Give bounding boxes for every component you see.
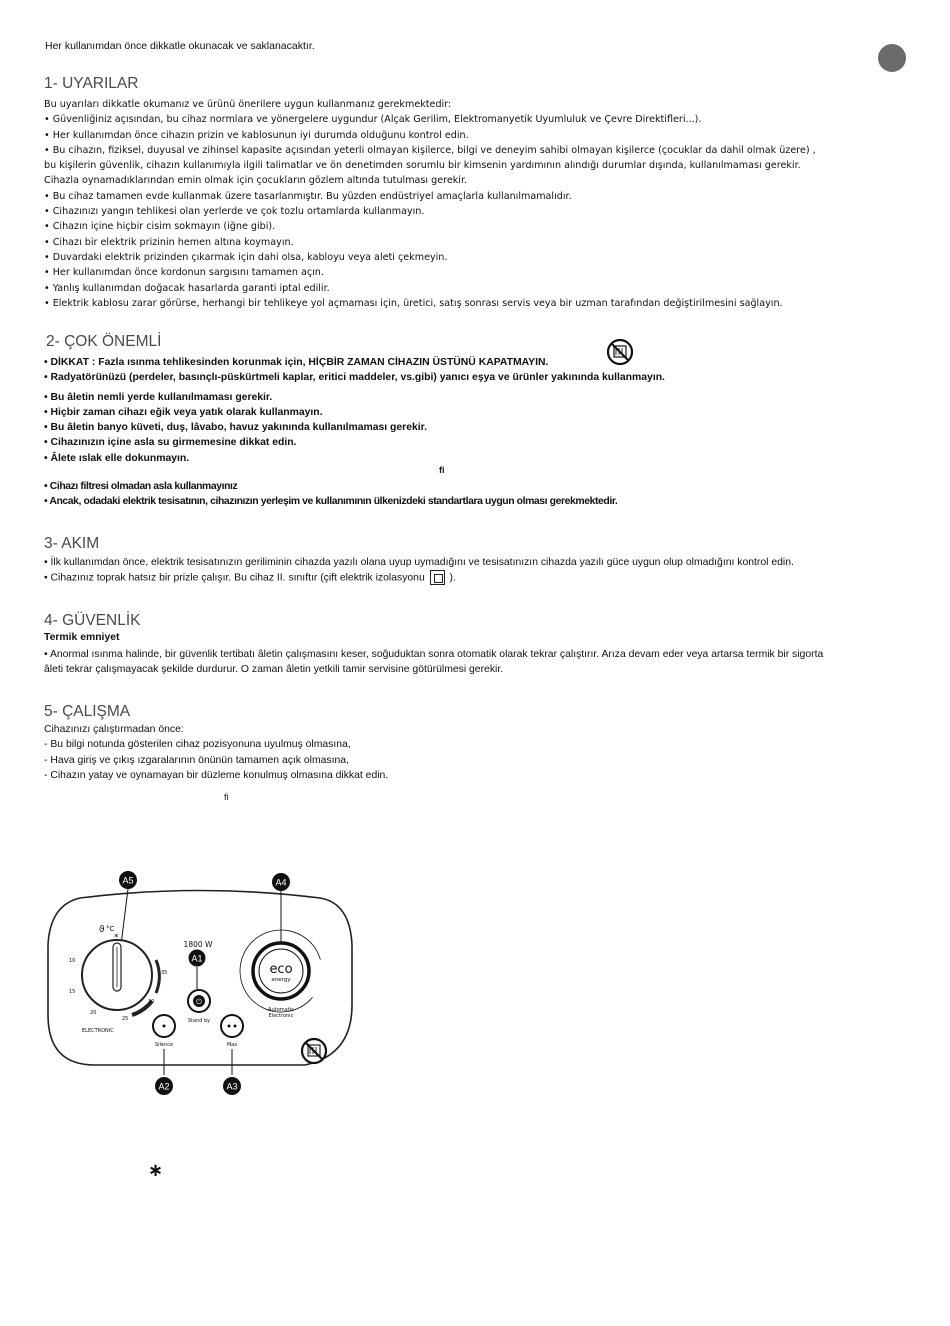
energy-label: energy <box>271 977 291 983</box>
s1-line: • Güvenliğiniz açısından, bu cihaz normlara ve yönergelere uygundur (Alçak Gerilim, Elektromanyetik Uyumluluk ve Çevre Direktifleri...). <box>44 114 702 126</box>
dial-num-15: 15 <box>69 989 76 995</box>
s4-subtitle: Termik emniyet <box>44 632 120 643</box>
footer-star: ∗ <box>148 1160 164 1181</box>
s5-line: - Hava giriş ve çıkış ızgaralarının önünün tamamen açık olmasına, <box>44 754 349 766</box>
dial-num-30: 30 <box>148 999 155 1005</box>
page-marker-dot <box>878 44 906 72</box>
s1-line: • Bu cihaz tamamen evde kullanmak üzere tasarlanmıştır. Bu yüzden endüstriyel amaçlarla kullanılmamalıdır. <box>44 190 572 202</box>
s1-line: bu kişilerin güvenlik, cihazın kullanımıyla ilgili talimatlar ve ön denetimden sorumlu bir kimsenin yardımının alındığı durumlar dışında, kullanılmaması gerekir. <box>44 160 801 172</box>
section-2-body-2 <box>44 479 617 510</box>
max-button <box>221 1015 243 1037</box>
s5-line: Cihazınızı çalıştırmadan önce: <box>44 724 184 735</box>
dial-num-35: 35 <box>161 970 168 976</box>
max-label: Max <box>226 1042 238 1048</box>
s1-line: • Duvardaki elektrik prizinden çıkarmak için dahi olsa, kabloyu veya aleti çekmeyin. <box>44 251 448 263</box>
section-4-body <box>44 647 823 678</box>
s2-line: • Radyatörünüzü (perdeler, basınçlı-püskürtmeli kaplar, eritici maddeler, vs.gibi) yanıcı eşya ve ürünler yakınında kullanmayın. <box>44 372 665 384</box>
section-1-body <box>44 97 816 311</box>
header-note: Her kullanımdan önce dikkatle okunacak ve saklanacaktır. <box>45 40 315 52</box>
callout-a5-label: A5 <box>122 875 134 886</box>
s1-line: • Her kullanımdan önce cihazın prizin ve kablosunun iyi durumda olduğunu kontrol edin. <box>44 129 469 141</box>
dial-num-20: 20 <box>90 1010 97 1016</box>
s1-line: • Cihazınızı yangın tehlikesi olan yerlerde ve çok tozlu ortamlarda kullanmayın. <box>44 206 425 218</box>
s5-fi-glyph: ﬁ <box>224 792 229 802</box>
dial-thermo-unit: °C <box>106 925 115 933</box>
s1-line: • Bu cihazın, fiziksel, duyusal ve zihinsel kapasite açısından yeterli olmayan kişilerce, bilgi ve deneyim sahibi olmayan kişilerce (çocuklar da dahil olmak üzere) , <box>44 144 816 156</box>
s1-line: • Cihazın içine hiçbir cisim sokmayın (iğne gibi). <box>44 221 276 233</box>
dial-star: * <box>114 933 119 943</box>
s2-line: • Cihazı filtresi olmadan asla kullanmayınız <box>44 481 238 492</box>
control-panel-diagram <box>40 865 360 1100</box>
s2-line: • Bu âletin nemli yerde kullanılmaması gerekir. <box>44 391 273 403</box>
s3-line-2-text: • Cihazınız toprak hatsız bir prizle çalışır. Bu cihaz II. sınıftır (çift elektrik izolasyonu <box>44 572 425 584</box>
s1-line: • Elektrik kablosu zarar görürse, herhangi bir tehlikeye yol açmaması için, üretici, satış sonrası servis veya bir uzman tarafından değiştirilmesini sağlayın. <box>44 297 783 309</box>
section-5-title: 5- ÇALIŞMA <box>44 703 131 720</box>
dial-thermo-glyph: ϑ <box>99 925 105 935</box>
dial-num-25: 25 <box>122 1016 129 1022</box>
section-2-title: 2- ÇOK ÖNEMLİ <box>46 333 162 350</box>
dial-num-10: 10 <box>69 958 76 964</box>
panel-no-cover-icon <box>302 1039 326 1063</box>
section-4-title: 4- GÜVENLİK <box>44 612 141 629</box>
s2-line: • Cihazınızın içine asla su girmemesine dikkat edin. <box>44 437 297 449</box>
silence-label: Silence <box>154 1042 174 1048</box>
eco-label: eco <box>269 962 293 977</box>
s3-line-2 <box>44 570 456 586</box>
s2-line: • Bu âletin banyo küveti, duş, lâvabo, havuz yakınında kullanılmaması gerekir. <box>44 422 428 434</box>
s2-line: • DİKKAT : Fazla ısınma tehlikesinden korunmak için, HİÇBİR ZAMAN CİHAZIN ÜSTÜNÜ KAPATMAYIN. <box>44 357 549 368</box>
s2-line: • Âlete ıslak elle dokunmayın. <box>44 452 190 464</box>
section-2-body <box>44 355 665 466</box>
electronic-label: ELECTRONIC <box>82 1028 114 1034</box>
section-3-title: 3- AKIM <box>44 535 100 552</box>
callout-a1-label: A1 <box>191 953 203 964</box>
s1-line: • Cihazı bir elektrik prizinin hemen altına koymayın. <box>44 236 294 248</box>
s2-line: • Ancak, odadaki elektrik tesisatının, cihazınızın yerleşim ve kullanımının ülkenizdeki standartlara uygun olması gerekmektedir. <box>44 496 618 508</box>
callout-a4-label: A4 <box>275 877 287 888</box>
s4-line: âleti tekrar çalışmayacak şekilde durdurur. O zaman âletin yetkili tamir servisine götürülmesi gerekir. <box>44 664 504 676</box>
section-5-body <box>44 722 388 783</box>
s3-line-1: • İlk kullanımdan önce, elektrik tesisatınızın geriliminin cihazda yazılı olana uyup uymadığını ve tesisatınızın cihazda yazılı güce uygun olup olmadığını kontrol edin. <box>44 557 794 568</box>
s2-fi-glyph: ﬁ <box>439 465 445 475</box>
s5-line: - Bu bilgi notunda gösterilen cihaz pozisyonuna uyulmuş olmasına, <box>44 739 351 751</box>
callout-a2-label: A2 <box>158 1081 170 1092</box>
callout-a3-label: A3 <box>226 1081 238 1092</box>
electronic2-label: Electronic <box>268 1013 294 1019</box>
power-icon: ⏻ <box>196 998 202 1006</box>
power-rating: 1800 W <box>183 940 213 949</box>
s2-line: • Hiçbir zaman cihazı eğik veya yatık olarak kullanmayın. <box>44 406 323 418</box>
double-insulation-icon <box>430 570 445 585</box>
standby-label: Stand by <box>187 1018 211 1024</box>
s3-line-2-end: ). <box>449 572 456 584</box>
s4-line: • Anormal ısınma halinde, bir güvenlik tertibatı âletin çalışmasını keser, soğuduktan sonra otomatik olarak tekrar çalıştırır. Arıza devam eder veya artarsa termik bir sigorta <box>44 649 824 660</box>
s1-line: • Yanlış kullanımdan doğacak hasarlarda garanti iptal edilir. <box>44 282 330 294</box>
automatic-label: Automatic <box>268 1007 294 1013</box>
s1-line: Bu uyarıları dikkatle okumanız ve ürünü önerilere uygun kullanmanız gerekmektedir: <box>44 99 452 110</box>
s1-line: Cihazla oynamadıklarından emin olmak için çocukların gözlem altında tutulması gerekir. <box>44 175 468 187</box>
s1-line: • Her kullanımdan önce kordonun sargısını tamamen açın. <box>44 267 324 279</box>
s5-line: - Cihazın yatay ve oynamayan bir düzleme konulmuş olmasına dikkat edin. <box>44 769 389 781</box>
section-1-title: 1- UYARILAR <box>44 75 139 92</box>
